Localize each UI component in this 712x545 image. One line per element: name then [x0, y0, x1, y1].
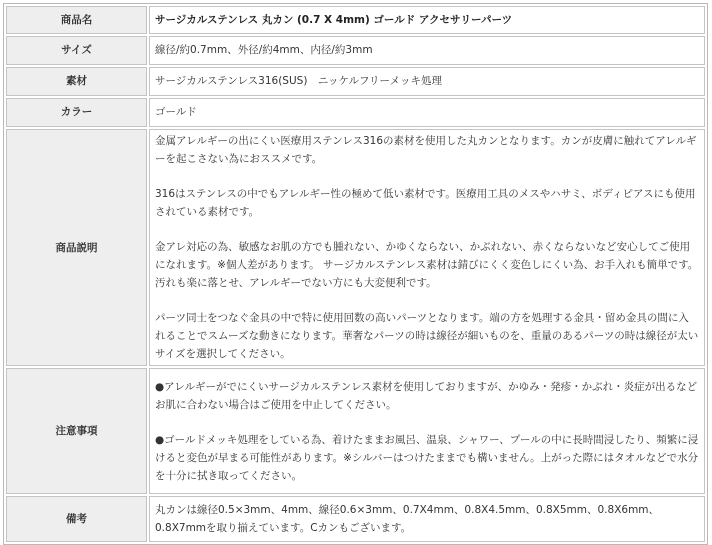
caution-value: [149, 368, 705, 494]
remarks-value: 丸カンは線径0.5×3mm、4mm、線径0.6×3mm、0.7X4mm、0.8X4.5mm、0.8X5mm、0.8X6mm、0.8X7mmを取り揃えています。Cカンもございます。: [149, 496, 705, 542]
row-color: [6, 98, 705, 127]
caution-paragraph: ●ゴールドメッキ処理をしている為、着けたままお風呂、温泉、シャワー、プールの中に長時間浸したり、頻繁に浸けると変色が早まる可能性があります。※シルバーはつけたままでも構いません。上がった際にはタオルなどで水分を十分に拭き取ってください。: [155, 433, 699, 483]
color-value: ゴールド: [149, 98, 705, 127]
description-label: 商品説明: [6, 129, 147, 366]
row-material: [6, 67, 705, 96]
product-spec-sheet: [3, 3, 708, 545]
row-description: [6, 129, 705, 366]
description-value: [149, 129, 705, 366]
product-name-value: サージカルステンレス 丸カン (0.7 X 4mm) ゴールド アクセサリーパーツ: [149, 6, 705, 34]
row-caution: [6, 368, 705, 494]
description-paragraph: 金アレ対応の為、敏感なお肌の方でも腫れない、かゆくならない、かぶれない、赤くならないなど安心してご使用になれます。※個人差があります。 サージカルステンレス素材は錆びにくく変色しにくい為、お手入れも簡単です。汚れも楽に落とせ、アレルギーでない方にも大変便利です。: [155, 241, 699, 290]
color-label: カラー: [6, 98, 147, 127]
caution-label: 注意事項: [6, 368, 147, 494]
description-paragraph: パーツ同士をつなぐ金具の中で特に使用回数の高いパーツとなります。端の方を処理する金具・留め金具の間に入れることでスムーズな動きになります。華奢なパーツの時は線径が細いものを、重量のあるパーツの時は線径が太いサイズを選択してください。: [155, 312, 699, 361]
description-paragraph: 金属アレルギーの出にくい医療用ステンレス316の素材を使用した丸カンとなります。カンが皮膚に触れてアレルギーを起こさない為におススメです。: [155, 135, 697, 166]
caution-paragraph: ●アレルギーがでにくいサージカルステンレス素材を使用しておりますが、かゆみ・発疹・かぶれ・炎症が出るなどお肌に合わない場合はご使用を中止してください。: [155, 380, 698, 411]
size-label: サイズ: [6, 36, 147, 65]
row-product-name: [6, 6, 705, 34]
product-name-label: 商品名: [6, 6, 147, 34]
material-value: サージカルステンレス316(SUS) ニッケルフリーメッキ処理: [149, 67, 705, 96]
product-spec-table: [3, 3, 708, 545]
material-label: 素材: [6, 67, 147, 96]
row-size: [6, 36, 705, 65]
remarks-label: 備考: [6, 496, 147, 542]
description-paragraph: 316はステンレスの中でもアレルギー性の極めて低い素材です。医療用工具のメスやハサミ、ボディピアスにも使用されている素材です。: [155, 188, 696, 219]
row-remarks: [6, 496, 705, 542]
size-value: 線径/約0.7mm、外径/約4mm、内径/約3mm: [149, 36, 705, 65]
